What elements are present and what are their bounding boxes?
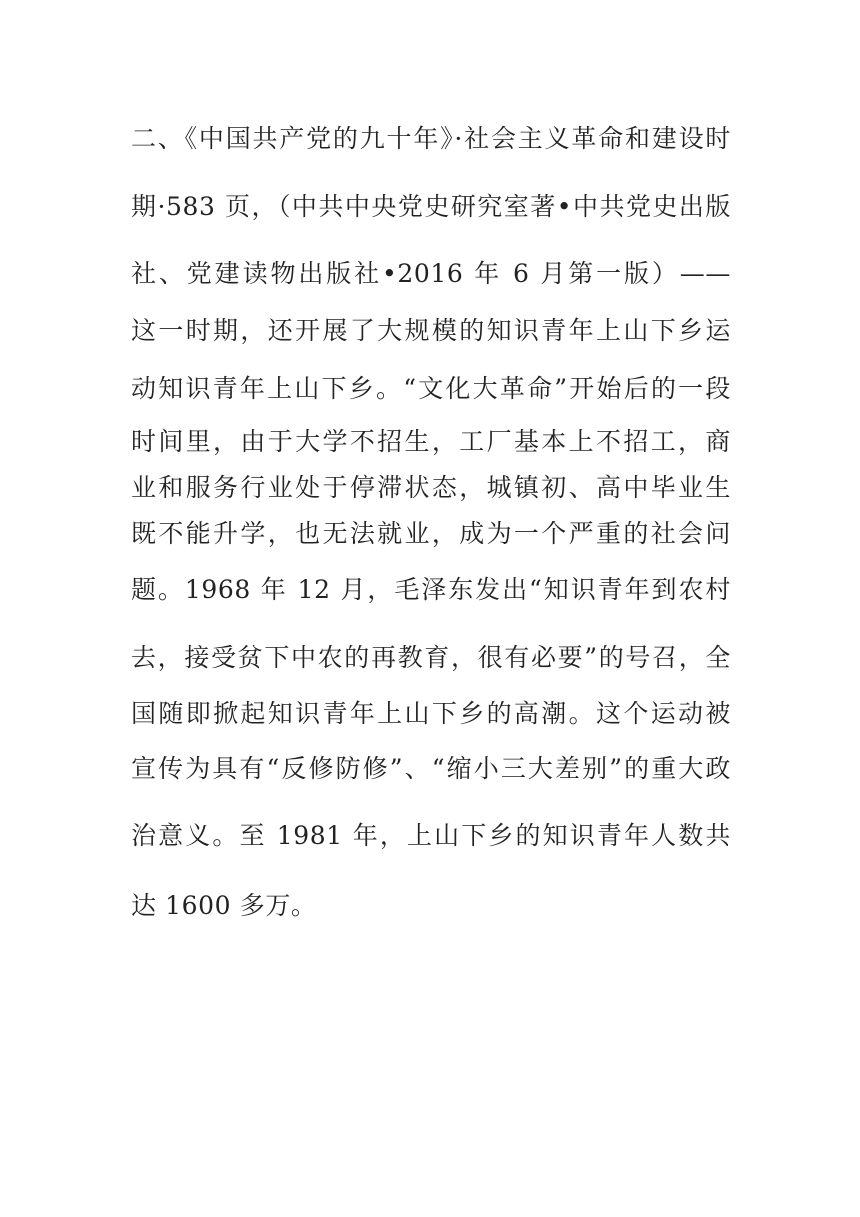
text-line: 二、《中国共产党的九十年》·社会主义革命和建设时: [131, 124, 731, 153]
text-line: 社、党建读物出版社•2016 年 6 月第一版）——: [131, 259, 731, 288]
text-line: 国随即掀起知识青年上山下乡的高潮。这个运动被: [131, 699, 731, 728]
text-line: 去，接受贫下中农的再教育，很有必要”的号召，全: [131, 643, 731, 672]
text-line: 业和服务行业处于停滞状态，城镇初、高中毕业生: [131, 473, 731, 502]
text-line: 宣传为具有“反修防修”、“缩小三大差别”的重大政: [131, 754, 731, 783]
text-line: 动知识青年上山下乡。“文化大革命”开始后的一段: [131, 374, 731, 403]
text-line: 时间里，由于大学不招生，工厂基本上不招工，商: [131, 427, 731, 456]
text-line: 这一时期，还开展了大规模的知识青年上山下乡运: [131, 316, 731, 345]
text-line: 既不能升学，也无法就业，成为一个严重的社会问: [131, 519, 731, 548]
text-line: 题。1968 年 12 月，毛泽东发出“知识青年到农村: [131, 575, 731, 604]
text-line: 达 1600 多万。: [131, 891, 317, 920]
text-line: 期·583 页，（中共中央党史研究室著•中共党史出版: [131, 192, 731, 221]
text-line: 治意义。至 1981 年，上山下乡的知识青年人数共: [131, 821, 731, 850]
